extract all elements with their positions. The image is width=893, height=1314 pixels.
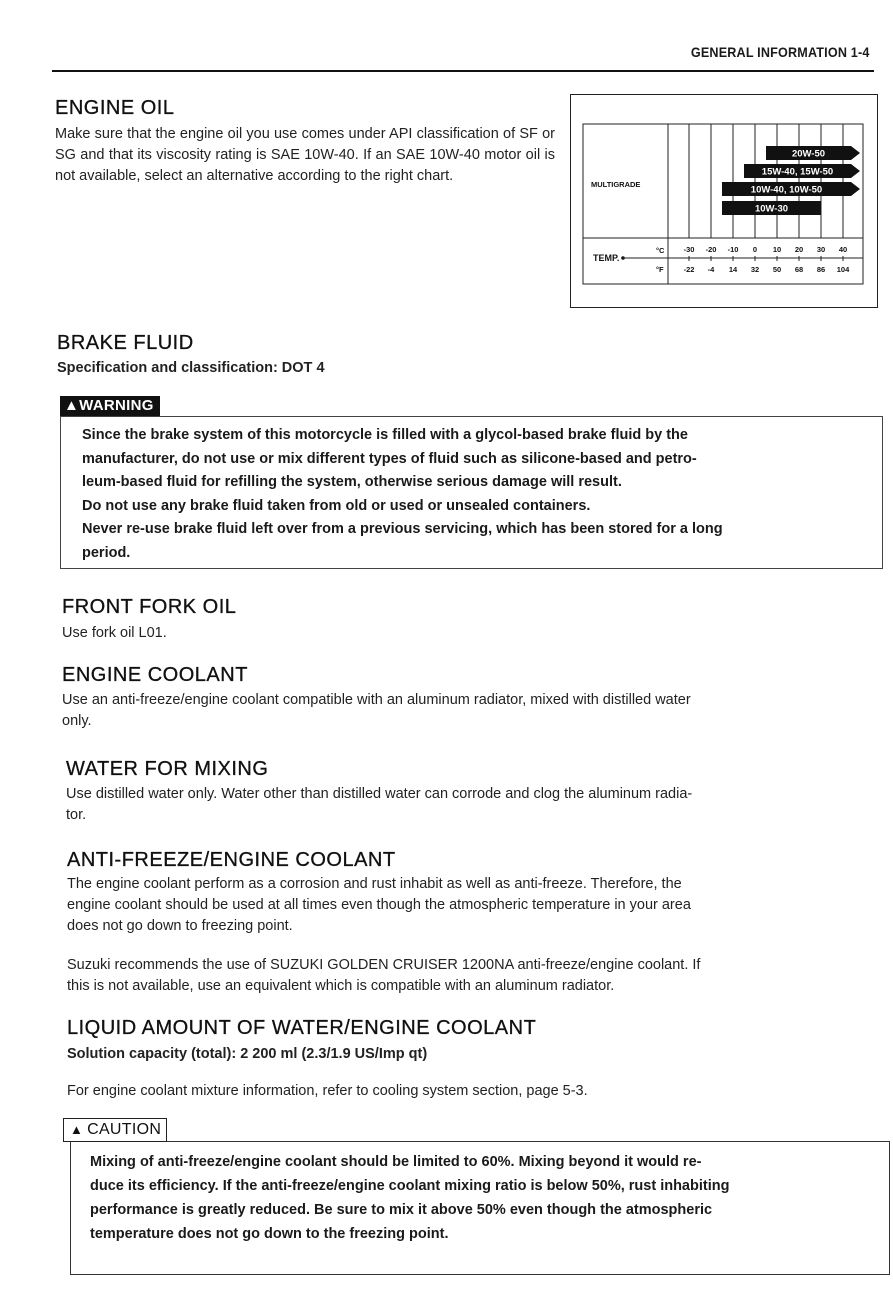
chart-celsius-tick-label: 20 <box>794 245 804 254</box>
viscosity-chart <box>571 95 877 307</box>
antifreeze-line: engine coolant should be used at all times even though the atmospheric temperature in your area <box>67 897 691 913</box>
chart-fahrenheit-tick-label: -4 <box>707 265 715 274</box>
caution-triangle-icon: ▲ <box>70 1122 88 1137</box>
chart-celsius-tick-label: 30 <box>816 245 826 254</box>
engine-oil-text: Make sure that the engine oil you use comes under API classification of SF or SG and that its viscosity rating is SAE 10W-40. If an SAE 10W-40 motor oil is not available, select an alternative according to the right chart. <box>55 126 555 184</box>
front-fork-oil-heading: FRONT FORK OIL <box>62 596 237 618</box>
chart-celsius-tick-label: -10 <box>727 245 739 254</box>
caution-line: Mixing of anti-freeze/engine coolant should be limited to 60%. Mixing beyond it would re- <box>90 1154 702 1170</box>
chart-celsius-unit: °C <box>656 246 665 255</box>
warning-line: manufacturer, do not use or mix different types of fluid such as silicone-based and petro- <box>82 450 697 467</box>
engine-coolant-line: Use an anti-freeze/engine coolant compatible with an aluminum radiator, mixed with distilled water <box>62 692 691 708</box>
antifreeze-paragraph-1 <box>67 874 891 937</box>
warning-line: leum-based fluid for refilling the system, otherwise serious damage will result. <box>82 474 622 491</box>
chart-bar-label: 10W-30 <box>754 203 789 215</box>
chart-bar-label: 20W-50 <box>791 148 826 160</box>
water-mixing-line: Use distilled water only. Water other than distilled water can corrode and clog the aluminum radia- <box>66 786 693 802</box>
chart-fahrenheit-tick-label: 86 <box>816 265 826 274</box>
chart-celsius-tick-label: 0 <box>752 245 758 254</box>
water-mixing-text <box>66 784 890 826</box>
chart-multigrade-label: MULTIGRADE <box>591 180 641 189</box>
chart-celsius-tick-label: -20 <box>705 245 717 254</box>
brake-fluid-spec: Specification and classification: DOT 4 <box>57 360 325 376</box>
chart-bar-label: 10W-40, 10W-50 <box>750 184 823 196</box>
antifreeze-line: The engine coolant perform as a corrosion and rust inhabit as well as anti-freeze. Therefore, the <box>67 876 682 892</box>
chart-fahrenheit-tick-label: 68 <box>794 265 804 274</box>
engine-coolant-heading: ENGINE COOLANT <box>62 664 248 686</box>
caution-line: temperature does not go down to the freezing point. <box>90 1226 449 1242</box>
warning-text <box>82 424 872 566</box>
warning-badge-label: WARNING <box>79 397 154 414</box>
warning-badge <box>60 396 160 416</box>
liquid-amount-heading: LIQUID AMOUNT OF WATER/ENGINE COOLANT <box>67 1017 537 1039</box>
caution-line: performance is greatly reduced. Be sure to mix it above 50% even though the atmospheric <box>90 1202 713 1218</box>
antifreeze-line: this is not available, use an equivalent which is compatible with an aluminum radiator. <box>67 978 615 994</box>
viscosity-chart-frame <box>570 94 878 308</box>
chart-fahrenheit-tick-label: 14 <box>728 265 738 274</box>
antifreeze-line: Suzuki recommends the use of SUZUKI GOLDEN CRUISER 1200NA anti-freeze/engine coolant. If <box>67 957 701 973</box>
liquid-amount-note: For engine coolant mixture information, refer to cooling system section, page 5-3. <box>67 1083 588 1099</box>
front-fork-oil-text: Use fork oil L01. <box>62 625 167 641</box>
engine-coolant-text <box>62 690 892 732</box>
chart-bar-label: 15W-40, 15W-50 <box>761 166 834 178</box>
caution-line: duce its efficiency. If the anti-freeze/engine coolant mixing ratio is below 50%, rust inhabiting <box>90 1178 730 1194</box>
caution-badge <box>63 1118 167 1142</box>
brake-fluid-heading: BRAKE FLUID <box>57 332 194 354</box>
chart-fahrenheit-tick-label: 32 <box>750 265 760 274</box>
chart-fahrenheit-tick-label: -22 <box>683 265 695 274</box>
chart-fahrenheit-tick-label: 104 <box>836 265 850 274</box>
engine-oil-heading: ENGINE OIL <box>55 97 175 119</box>
antifreeze-line: does not go down to freezing point. <box>67 918 293 934</box>
antifreeze-heading: ANTI-FREEZE/ENGINE COOLANT <box>67 849 396 871</box>
chart-celsius-tick-label: 40 <box>838 245 848 254</box>
liquid-amount-capacity: Solution capacity (total): 2 200 ml (2.3/1.9 US/Imp qt) <box>67 1046 428 1062</box>
warning-line: period. <box>82 544 131 561</box>
page-header <box>52 40 874 72</box>
chart-fahrenheit-unit: °F <box>656 265 664 274</box>
page-header-title: GENERAL INFORMATION 1-4 <box>691 44 870 60</box>
engine-coolant-line: only. <box>62 713 92 729</box>
water-mixing-line: tor. <box>66 807 87 823</box>
warning-triangle-icon: ▲ <box>64 397 80 414</box>
antifreeze-paragraph-2 <box>67 955 891 997</box>
chart-celsius-tick-label: -30 <box>683 245 695 254</box>
chart-fahrenheit-tick-label: 50 <box>772 265 782 274</box>
warning-line: Since the brake system of this motorcycle is filled with a glycol-based brake fluid by the <box>82 427 688 443</box>
warning-line: Never re-use brake fluid left over from a previous servicing, which has been stored for a long <box>82 521 723 538</box>
caution-text <box>90 1150 875 1246</box>
water-mixing-heading: WATER FOR MIXING <box>66 758 269 780</box>
caution-badge-label: CAUTION <box>87 1121 162 1138</box>
warning-line: Do not use any brake fluid taken from old or used or unsealed containers. <box>82 497 591 514</box>
chart-temp-label: TEMP. <box>593 253 620 263</box>
chart-celsius-tick-label: 10 <box>772 245 782 254</box>
